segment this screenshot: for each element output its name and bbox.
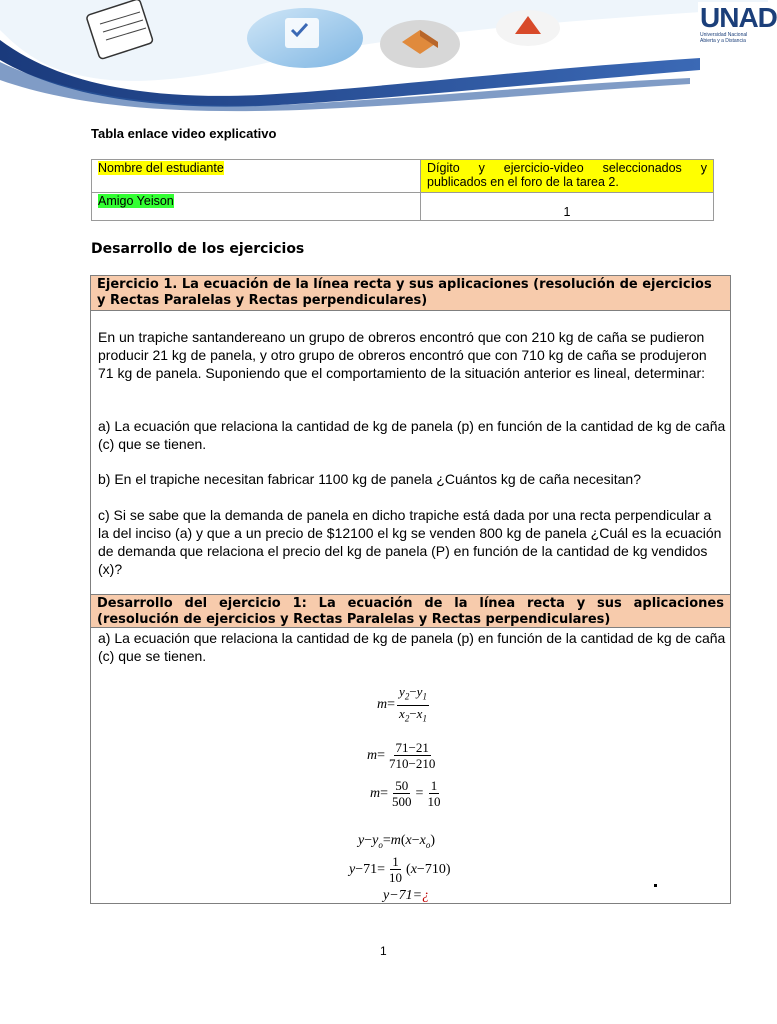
digit-value: 1	[563, 205, 571, 219]
solution-title	[91, 594, 730, 628]
digit-header: Dígito y ejercicio-video seleccionados y publicados en el foro de la tarea 2.	[427, 161, 707, 189]
video-table-title: Tabla enlace video explicativo	[91, 126, 277, 141]
solution-title-line2: (resolución de ejercicios y Rectas Paralelas y Rectas perpendiculares)	[97, 612, 611, 627]
slope-values: m = $\frac{71-21}{710-210}$	[367, 740, 436, 771]
digit-cell	[421, 193, 714, 221]
solution-part-a: a) La ecuación que relaciona la cantidad de kg de panela (p) en función de la cantidad de kg de caña (c) que se tienen.	[98, 630, 726, 664]
unad-logo: UNAD	[700, 2, 777, 33]
stray-dot	[654, 884, 657, 887]
logo-subtitle-2: Abierta y a Distancia	[700, 38, 746, 44]
student-name-cell	[92, 193, 421, 221]
point-slope-substituted: y − 71 = $\frac{1}{10}$ ( x − 710 )	[349, 854, 451, 885]
digit-header-cell	[421, 160, 714, 193]
exercise-statement: En un trapiche santandereano un grupo de obreros encontró que con 210 kg de caña se pudieron producir 21 kg de panela, y otro grupo de obreros encontró que con 710 kg de caña se produjeron 71 kg de panela. Suponiendo que el comportamiento de la situación anterior es lineal, determinar:	[98, 329, 707, 381]
student-name: Amigo Yeison	[98, 194, 174, 208]
point-slope-form: y − $y_o$ = m ( x − $x_o$ )	[358, 833, 436, 850]
solution-title-line1: Desarrollo del ejercicio 1: La ecuación de la línea recta y sus aplicaciones	[97, 596, 724, 611]
logo-subtitle-1: Universidad Nacional	[700, 32, 748, 38]
development-title: Desarrollo de los ejercicios	[91, 241, 305, 257]
last-equation: y−71= ¿	[383, 888, 430, 903]
student-name-header-cell	[92, 160, 421, 193]
exercise-part-b: b) En el trapiche necesitan fabricar 1100 kg de panela ¿Cuántos kg de caña necesitan?	[98, 471, 641, 487]
slope-simplified: m = $\frac{50}{500}$ = $\frac{1}{10}$	[370, 778, 441, 809]
student-name-header: Nombre del estudiante	[98, 161, 224, 175]
header-banner	[0, 0, 777, 112]
exercise-part-c: c) Si se sabe que la demanda de panela en dicho trapiche está dada por una recta perpendicular a la del inciso (a) y que a un precio de $12100 el kg se venden 800 kg de panela ¿Cuál es la ecuación de demanda que relaciona el precio del kg de panela (P) en función de la cantidad de kg vendidos (x)?	[98, 507, 722, 577]
exercise-title: Ejercicio 1. La ecuación de la línea recta y sus aplicaciones (resolución de ejercicios y Rectas Paralelas y Rectas perpendiculares)	[91, 276, 730, 311]
page-number: 1	[380, 944, 387, 958]
exercise-box	[90, 275, 731, 904]
slope-formula: m = $\frac{y_2-y_1}{x_2-x_1}$	[377, 684, 427, 724]
video-link-table	[91, 159, 714, 221]
banner-graphic	[0, 0, 768, 112]
exercise-part-a: a) La ecuación que relaciona la cantidad de kg de panela (p) en función de la cantidad de kg de caña (c) que se tienen.	[98, 418, 726, 452]
